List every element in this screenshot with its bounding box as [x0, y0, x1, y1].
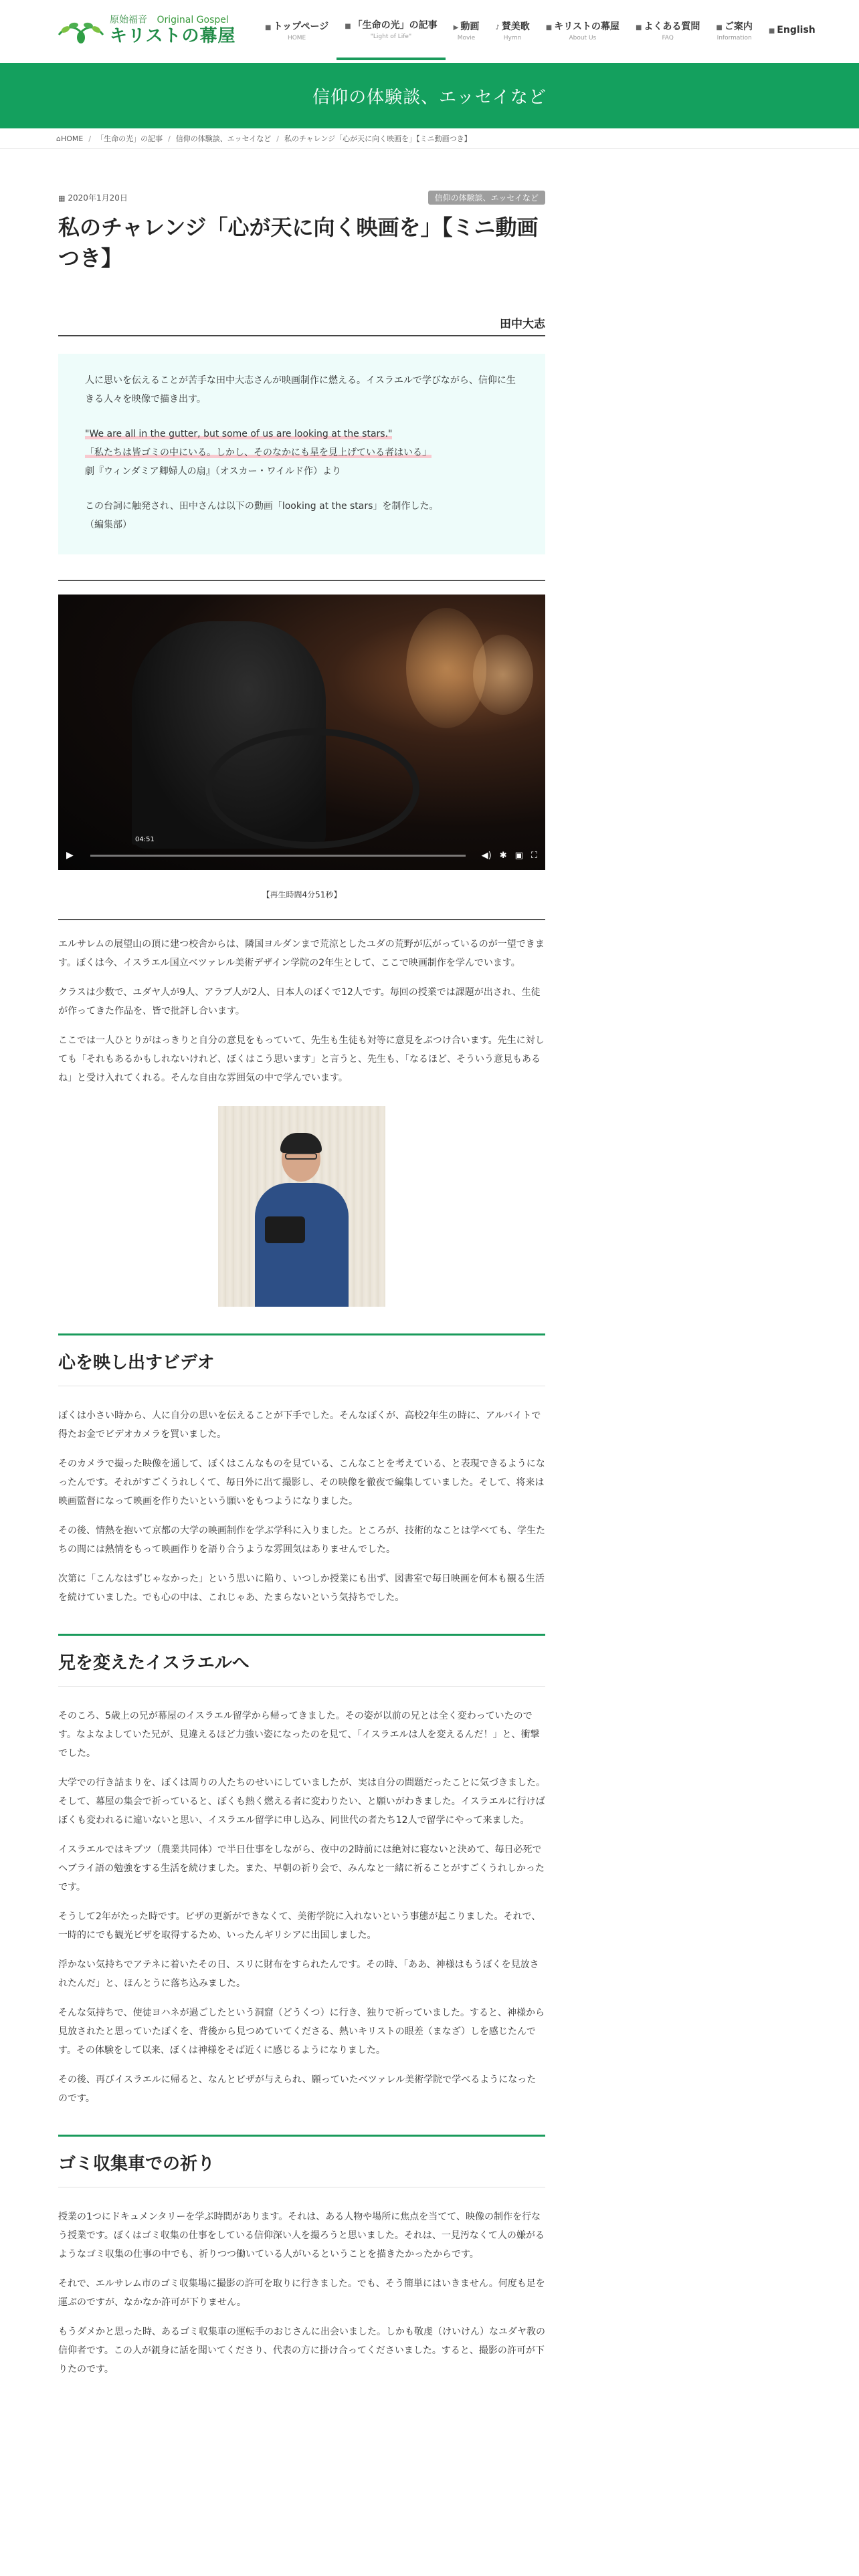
video-thumbnail-wheel: [205, 728, 419, 849]
nav-item[interactable]: [337, 0, 445, 60]
calendar-icon: ▦: [58, 193, 66, 203]
section-heading: 心を映し出すビデオ: [58, 1335, 545, 1386]
video-time-tooltip: 04:51: [132, 835, 158, 845]
divider: [58, 580, 545, 581]
breadcrumb-item: 私のチャレンジ「心が天に向く映画を」【ミニ動画つき】: [284, 134, 472, 143]
category-banner: [0, 63, 859, 128]
picture-in-picture-icon[interactable]: ▣: [514, 850, 523, 861]
intro-paragraph: 人に思いを伝えることが苦手な田中大志さんが映画制作に燃える。イスラエルで学びながら、信仰に生きる人々を映像で描き出す。: [85, 375, 516, 405]
breadcrumb-separator: /: [276, 134, 279, 143]
breadcrumb-item[interactable]: 「生命の光」の記事: [96, 134, 163, 143]
intro-video-note: この台詞に触発され、田中さんは以下の動画「looking at the stars」を制作した。: [85, 501, 439, 512]
body-paragraph: ここでは一人ひとりがはっきりと自分の意見をもっていて、先生も生徒も対等に意見をぶつけ合います。先生に対しても「それもあるかもしれないけれど、ぼくはこう思います」と言うと、先生も、「なるほど、そういう意見もあるね」と受け入れてくれる。そんな自由な雰囲気の中で学んでいます。: [58, 1035, 545, 1083]
home-icon: ■: [265, 23, 272, 31]
vine-logo-icon: [56, 15, 106, 47]
nav-item-sublabel: Movie: [457, 34, 476, 41]
nav-item[interactable]: [538, 0, 628, 60]
volume-icon[interactable]: ◀): [481, 850, 492, 861]
logo-subtitle-en: Original Gospel: [157, 15, 229, 25]
body-paragraph: 大学での行き詰まりを、ぼくは周りの人たちのせいにしていましたが、実は自分の問題だったことに気づきました。そして、幕屋の集会で祈っていると、ぼくも熱く燃える者に変わりたい、と願いがわきました。イスラエルに行けばぼくも変われるに違いないと思い、イスラエル留学に申し込み、同世代の者たち12人で留学にやって来ました。: [58, 1778, 545, 1826]
author-row: [58, 312, 545, 336]
body-paragraph: そのカメラで撮った映像を通して、ぼくはこんなものを見ている、こんなことを考えている、と表現できるようになったんです。それがすごくうれしくて、毎日外に出て撮影し、その映像を徹夜で編集していました。そして、将来は映画監督になって映画を作りたいという願いをもつようになりました。: [58, 1459, 545, 1507]
nav-item-label: キリストの幕屋: [554, 21, 619, 32]
nav-item[interactable]: [257, 0, 337, 60]
nav-item-sublabel: About Us: [569, 34, 597, 41]
breadcrumb: [0, 128, 859, 149]
nav-item-label: よくある質問: [644, 21, 700, 32]
guide-icon: ■: [716, 23, 723, 31]
article-meta: [58, 191, 545, 204]
music-icon: ♪: [495, 23, 500, 31]
play-icon[interactable]: ▶: [66, 850, 74, 861]
body-paragraph: そのころ、5歳上の兄が幕屋のイスラエル留学から帰ってきました。その姿が以前の兄とは全く変わっていたのです。なよなよしていた兄が、見違えるほど力強い姿になったのを見て、「イスラエルは人を変えるんだ！」と、衝撃でした。: [58, 1711, 540, 1759]
nav-item-label: English: [777, 25, 816, 35]
body-paragraph: クラスは少数で、ユダヤ人が9人、アラブ人が2人、日本人のぼくで12人です。毎回の授業では課題が出され、生徒が作ってきた作品を、皆で批評し合います。: [58, 987, 541, 1016]
nav-item-label: トップページ: [273, 21, 329, 32]
divider: [58, 919, 545, 920]
breadcrumb-separator: /: [168, 134, 171, 143]
home-icon: ⌂: [56, 134, 61, 143]
info-icon: ■: [545, 23, 553, 31]
quote-english: "We are all in the gutter, but some of us are looking at the stars.": [85, 429, 393, 439]
nav-item[interactable]: [708, 0, 760, 60]
video-icon: ▶: [453, 23, 459, 31]
video-caption: 【再生時間4分51秒】: [262, 890, 342, 899]
editor-note: （編集部）: [85, 520, 132, 530]
video-controls: [58, 835, 545, 870]
nav-item[interactable]: [761, 0, 824, 60]
nav-item-label: 賛美歌: [501, 21, 530, 32]
body-paragraph: エルサレムの展望山の頂に建つ校舎からは、隣国ヨルダンまで荒涼としたユダの荒野が広がっているのが一望できます。ぼくは今、イスラエル国立ベツァレル美術デザイン学院の2年生として、ここで映画制作を学んでいます。: [58, 939, 545, 968]
body-paragraph: イスラエルではキブツ（農業共同体）で半日仕事をしながら、夜中の2時前には絶対に寝ないと決めて、毎日必死でヘブライ語の勉強をする生活を続けました。また、早朝の祈り会で、みんなと一緒に祈ることがすごくうれしかったです。: [58, 1844, 545, 1893]
nav-item[interactable]: [487, 0, 537, 60]
body-paragraph: それで、エルサレム市のゴミ収集場に撮影の許可を取りに行きました。でも、そう簡単にはいきません。何度も足を運ぶのですが、なかなか許可が下りません。: [58, 2278, 545, 2308]
body-section-4: [58, 2208, 545, 2379]
camera-icon: [265, 1216, 305, 1243]
body-paragraph: 次第に「こんなはずじゃなかった」という思いに陥り、いつしか授業にも出ず、図書室で毎日映画を何本も観る生活を続けていました。でも心の中は、これじゃあ、たまらないという気持ちでした。: [58, 1574, 545, 1603]
nav-item-label: 「生命の光」の記事: [353, 19, 438, 31]
breadcrumb-separator: /: [88, 134, 92, 143]
nav-item[interactable]: [446, 0, 488, 60]
body-paragraph: 授業の1つにドキュメンタリーを学ぶ時間があります。それは、ある人物や場所に焦点を当てて、映像の制作を行なう授業です。ぼくはゴミ収集の仕事をしている信仰深い人を撮ろうと思いました。それは、一見汚なくて人の嫌がるようなゴミ収集の仕事の中でも、祈りつつ働いている人がいるということを描きたかったからです。: [58, 2212, 545, 2260]
globe-icon: ■: [768, 27, 775, 35]
nav-item-sublabel: "Light of Life": [370, 33, 412, 40]
body-paragraph: もうダメかと思った時、あるゴミ収集車の運転手のおじさんに出会いました。しかも敬虔（けいけん）なユダヤ教の信仰者です。この人が親身に話を聞いてくださり、代表の方に掛け合ってくださいました。すると、撮影の許可が下りたのです。: [58, 2327, 545, 2375]
breadcrumb-home-link[interactable]: HOME: [60, 134, 84, 143]
book-icon: ■: [345, 22, 351, 30]
category-badge[interactable]: 信仰の体験談、エッセイなど: [428, 191, 545, 205]
section-heading: 兄を変えたイスラエルへ: [58, 1636, 545, 1687]
body-paragraph: その後、再びイスラエルに帰ると、なんとビザが与えられ、願っていたベツァレル美術学院で学べるようになったのです。: [58, 2074, 537, 2104]
body-paragraph: 浮かない気持ちでアテネに着いたその日、スリに財布をすられたんです。その時、「ああ、神様はもうぼくを見放されたんだ」と、ほんとうに落ち込みました。: [58, 1959, 539, 1989]
body-section-1: [58, 935, 545, 1087]
quote-japanese: 「私たちは皆ゴミの中にいる。しかし、そのなかにも星を見上げている者はいる」: [85, 447, 432, 458]
author-photo: [218, 1106, 385, 1307]
fullscreen-icon[interactable]: ⛶: [531, 850, 537, 861]
site-logo[interactable]: [56, 15, 235, 47]
video-player[interactable]: [58, 595, 545, 870]
nav-item-label: ご案内: [724, 21, 753, 32]
video-progress-bar[interactable]: [90, 835, 466, 857]
breadcrumb-item[interactable]: 信仰の体験談、エッセイなど: [175, 134, 272, 143]
article: [58, 191, 545, 2379]
main-nav: [257, 0, 824, 63]
section-heading: ゴミ収集車での祈り: [58, 2137, 545, 2187]
post-date: [58, 192, 128, 203]
author-name: 田中大志: [500, 318, 545, 331]
nav-item-sublabel: HOME: [287, 34, 306, 41]
settings-gear-icon[interactable]: ✱: [499, 850, 507, 861]
quote-source: 劇『ウィンダミア卿婦人の扇』（オスカー・ワイルド作）より: [85, 466, 342, 477]
post-date-text: 2020年1月20日: [68, 193, 128, 203]
nav-item-sublabel: FAQ: [662, 34, 674, 41]
intro-box: [58, 354, 545, 554]
question-icon: ■: [635, 23, 642, 31]
body-paragraph: その後、情熱を抱いて京都の大学の映画制作を学ぶ学科に入りました。ところが、技術的なことは学べても、学生たちの間には熱情をもって映画作りを語り合うような雰囲気はありませんでした。: [58, 1525, 545, 1555]
nav-item-sublabel: Information: [717, 34, 752, 41]
nav-item-sublabel: Hymn: [503, 34, 522, 41]
body-section-2: [58, 1406, 545, 1607]
nav-item[interactable]: [628, 0, 708, 60]
body-paragraph: そんな気持ちで、使徒ヨハネが過ごしたという洞窟（どうくつ）に行き、独りで祈っていました。すると、神様から見放されたと思っていたぼくを、背後から見つめていてくださる、熱いキリストの眼差（まなざ）しを感じたんです。その体験をして以来、ぼくは神様をそば近くに感じるようになりました。: [58, 2008, 545, 2056]
body-paragraph: ぼくは小さい時から、人に自分の思いを伝えることが下手でした。そんなぼくが、高校2年生の時に、アルバイトで得たお金でビデオカメラを買いました。: [58, 1410, 541, 1440]
body-paragraph: そうして2年がたった時です。ビザの更新ができなくて、美術学院に入れないという事態が起こりました。それで、一時的にでも観光ビザを取得するため、いったんギリシアに出国しました。: [58, 1911, 541, 1941]
logo-subtitle-ja: 原始福音: [110, 15, 147, 25]
body-section-3: [58, 1707, 545, 2108]
site-header: [0, 0, 859, 63]
article-title: 私のチャレンジ「心が天に向く映画を」【ミニ動画つき】: [58, 215, 539, 271]
nav-item-label: 動画: [460, 21, 480, 32]
banner-title: 信仰の体験談、エッセイなど: [312, 87, 547, 108]
logo-title: キリストの幕屋: [110, 26, 236, 46]
